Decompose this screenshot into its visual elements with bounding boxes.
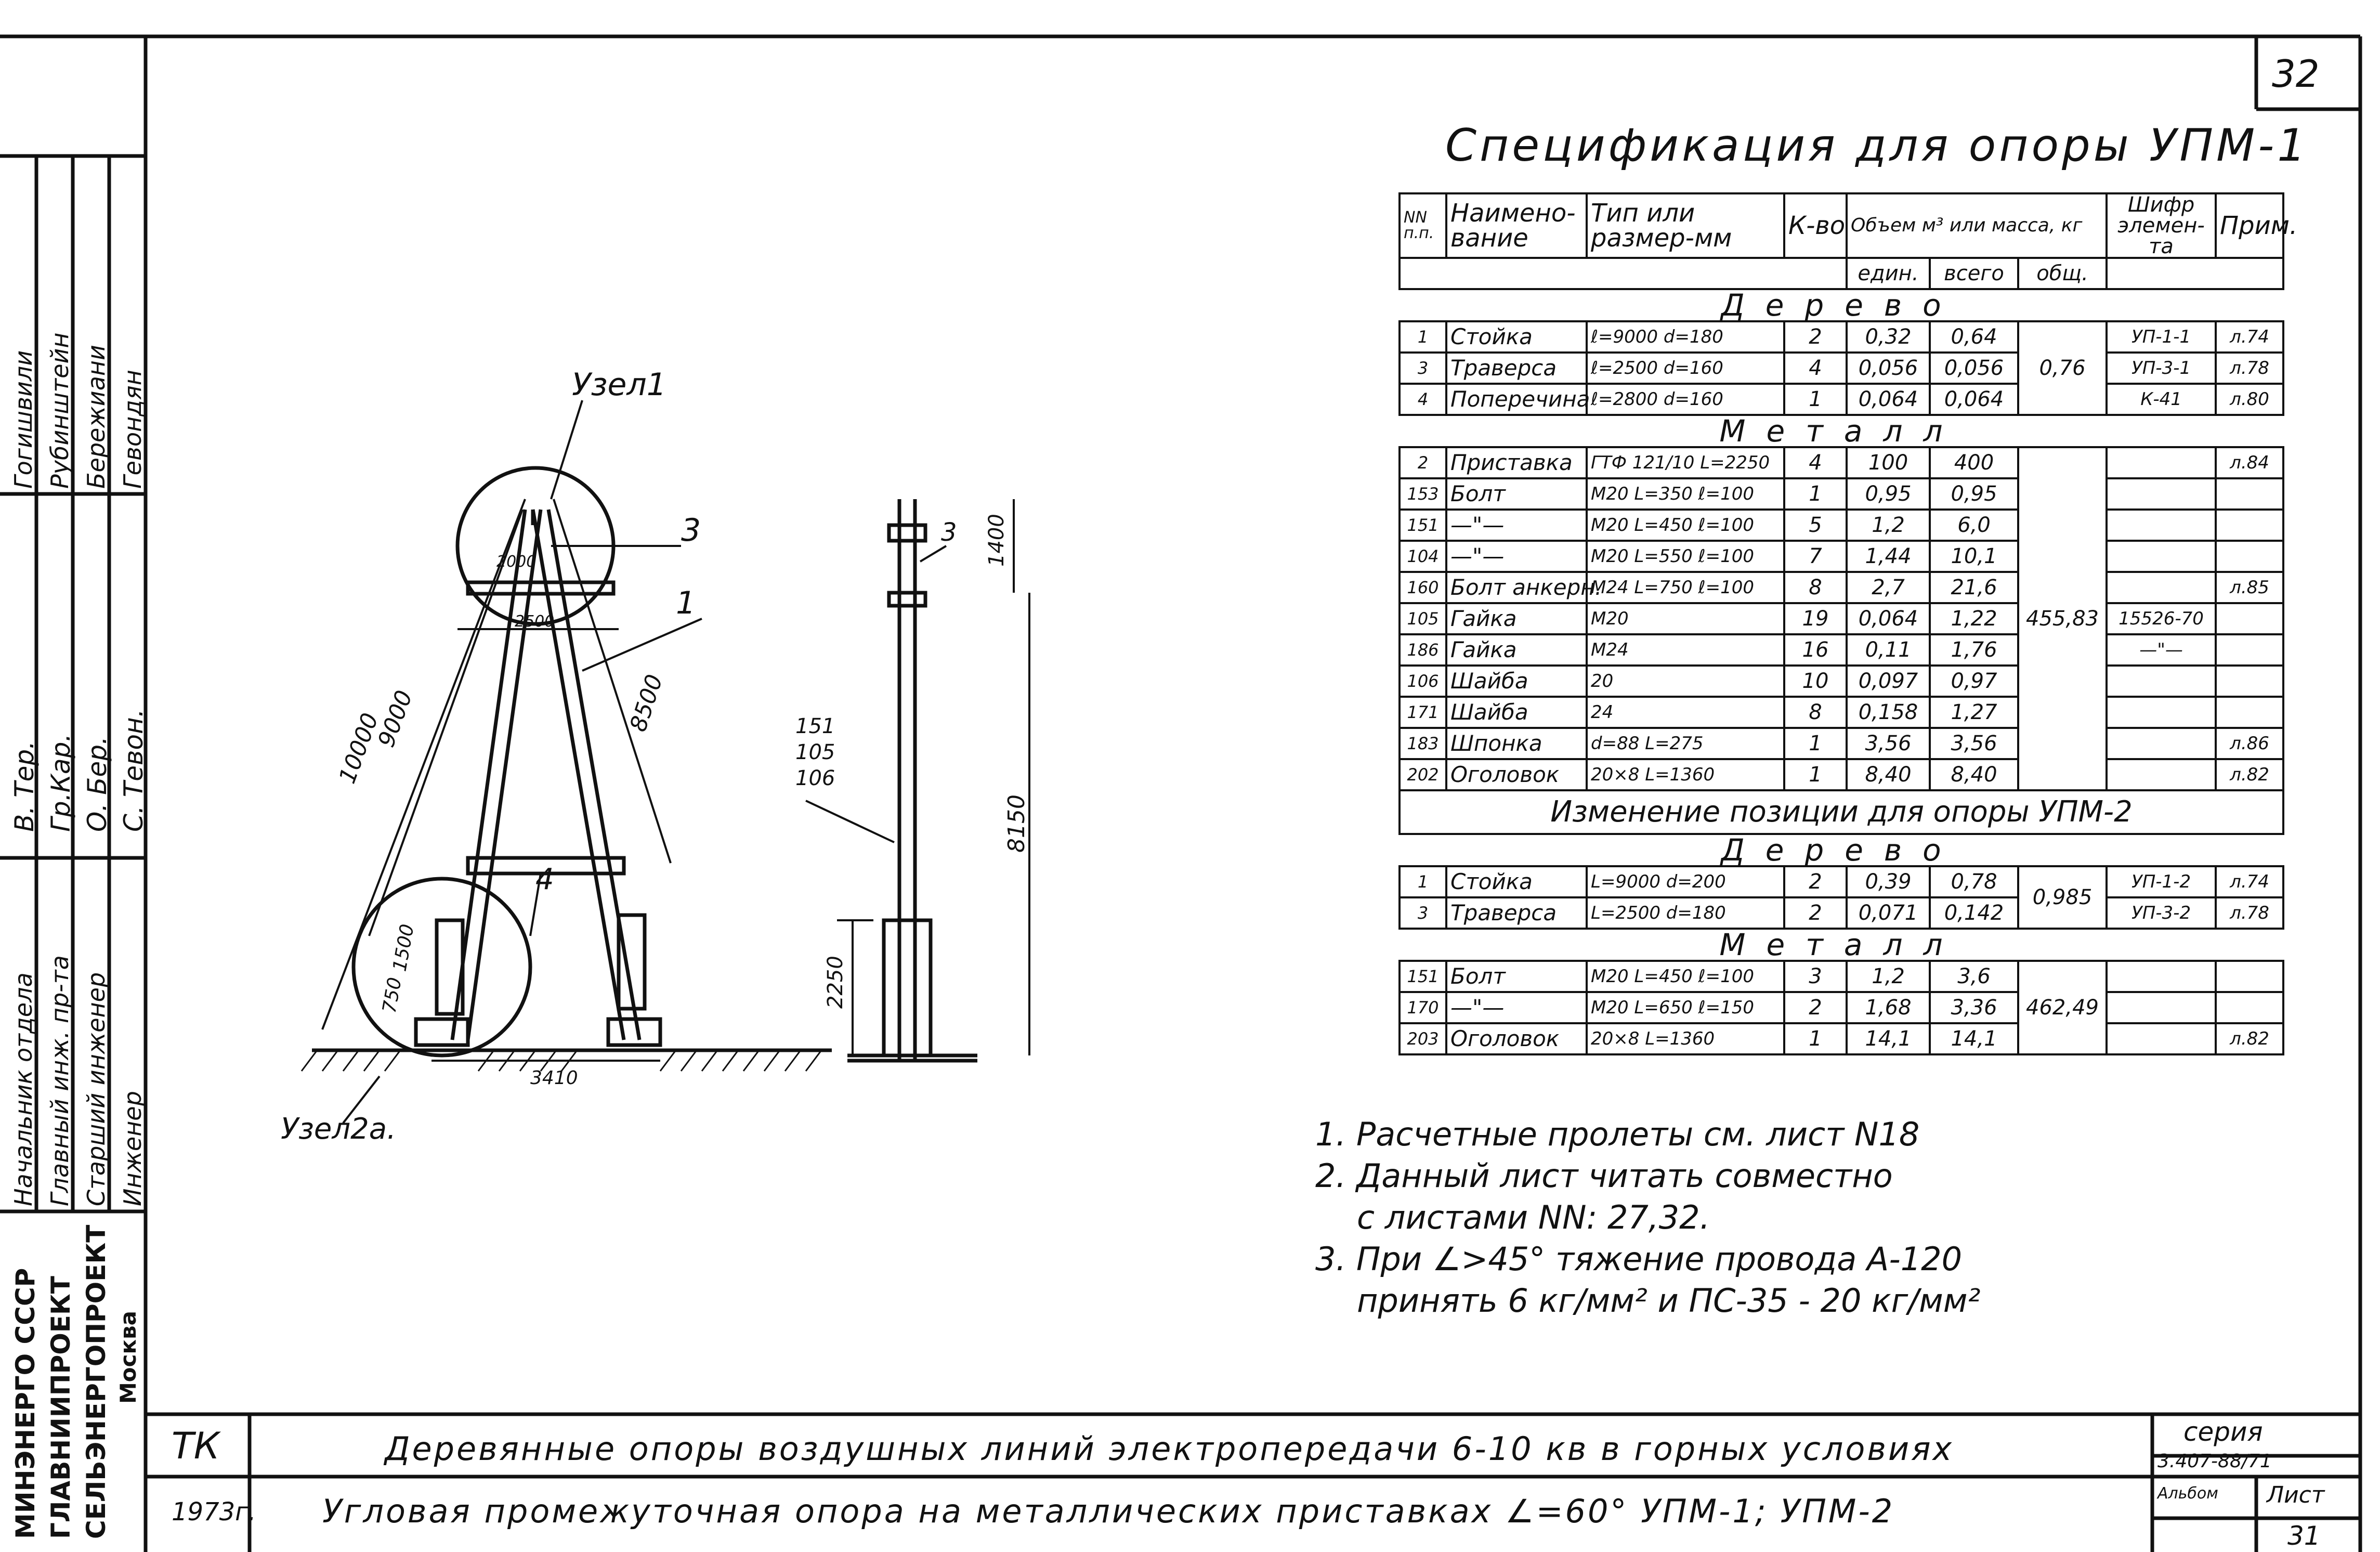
row-unit: 0,32 (1847, 321, 1930, 353)
row-note (2216, 478, 2283, 510)
row-type: М20 (1587, 603, 1784, 634)
table-row (1400, 697, 2283, 728)
series-value: 3.407-88/71 (2157, 1451, 2272, 1472)
row-code: 15526-70 (2107, 603, 2216, 634)
row-type: 24 (1587, 697, 1784, 728)
row-qty: 16 (1784, 634, 1847, 666)
stamp-signature-3: О. Бер. (82, 736, 112, 832)
row-name: Траверса (1446, 353, 1587, 384)
table-row (1400, 1023, 2283, 1054)
table-row (1400, 759, 2283, 790)
row-total: 1,27 (1930, 697, 2018, 728)
row-code (2107, 478, 2216, 510)
row-note: л.78 (2216, 353, 2283, 384)
row-code (2107, 759, 2216, 790)
dim-8500: 8500 (624, 671, 669, 735)
org-ministry: МИНЭНЕРГО СССР (10, 1268, 41, 1539)
row-qty: 1 (1784, 728, 1847, 759)
note-3: 3. При ∠>45° тяжение провода А-120 (1315, 1240, 1963, 1278)
row-total: 3,36 (1930, 992, 2018, 1023)
title-line-2: Угловая промежуточная опора на металлических приставках ∠=60° УПМ-1; УПМ-2 (322, 1492, 1895, 1530)
spec-table (1398, 192, 2298, 1055)
table-row (1400, 384, 2283, 415)
dim-10000: 10000 (334, 709, 384, 787)
stamp-name-2: Рубинштейн (46, 332, 74, 489)
row-type: ℓ=2500 d=160 (1587, 353, 1784, 384)
row-name: Оголовок (1446, 759, 1587, 790)
col-name: Наимено-вание (1446, 193, 1587, 258)
row-name: Болт (1446, 961, 1587, 992)
album-label: Альбом (2157, 1484, 2218, 1503)
row-note (2216, 992, 2283, 1023)
row-total: 0,95 (1930, 478, 2018, 510)
row-name: Болт анкерн. (1446, 572, 1587, 603)
row-total: 3,6 (1930, 961, 2018, 992)
dim-3410: 3410 (530, 1067, 578, 1089)
row-note (2216, 961, 2283, 992)
side-ref-151: 151 (795, 714, 835, 738)
org-city: Москва (115, 1311, 141, 1404)
row-qty: 3 (1784, 961, 1847, 992)
row-type: d=88 L=275 (1587, 728, 1784, 759)
row-name: —"— (1446, 510, 1587, 541)
row-total: 0,64 (1930, 321, 2018, 353)
row-unit: 0,064 (1847, 603, 1930, 634)
table-row (1400, 447, 2283, 478)
callout-3: 3 (681, 512, 701, 549)
sheet-label: Лист (2267, 1482, 2325, 1508)
row-total: 0,064 (1930, 384, 2018, 415)
stamp-role-4: Инженер (119, 1091, 147, 1206)
row-qty: 2 (1784, 866, 1847, 897)
dim-2000: 2000 (496, 553, 537, 571)
row-code (2107, 510, 2216, 541)
row-unit: 0,39 (1847, 866, 1930, 897)
row-code (2107, 666, 2216, 697)
col-unit: един. (1847, 258, 1930, 289)
dim-9000: 9000 (373, 687, 418, 751)
table-row (1400, 572, 2283, 603)
row-type: М20 L=450 ℓ=100 (1587, 961, 1784, 992)
row-num: 104 (1400, 541, 1446, 572)
sheet-value: 31 (2287, 1521, 2321, 1551)
col-code: Шифр элемен-та (2107, 193, 2216, 258)
row-num: 151 (1400, 510, 1446, 541)
row-code (2107, 961, 2216, 992)
row-name: Болт (1446, 478, 1587, 510)
row-note (2216, 697, 2283, 728)
row-type: М20 L=350 ℓ=100 (1587, 478, 1784, 510)
row-type: М20 L=450 ℓ=100 (1587, 510, 1784, 541)
row-unit: 8,40 (1847, 759, 1930, 790)
section-metal-2: Металл (1400, 929, 2283, 961)
table-row (1400, 321, 2283, 353)
row-code: УП-1-2 (2107, 866, 2216, 897)
table-row (1400, 992, 2283, 1023)
row-total: 400 (1930, 447, 2018, 478)
row-name: Приставка (1446, 447, 1587, 478)
stamp-name-4: Гевондян (119, 370, 147, 489)
row-num: 2 (1400, 447, 1446, 478)
row-total: 0,056 (1930, 353, 2018, 384)
row-num: 170 (1400, 992, 1446, 1023)
table-row (1400, 478, 2283, 510)
row-qty: 4 (1784, 353, 1847, 384)
row-num: 202 (1400, 759, 1446, 790)
row-type: ГТФ 121/10 L=2250 (1587, 447, 1784, 478)
table-row (1400, 634, 2283, 666)
side-ref-106: 106 (795, 766, 835, 790)
table-row (1400, 666, 2283, 697)
note-2-cont: с листами NN: 27,32. (1357, 1198, 1710, 1236)
row-code (2107, 541, 2216, 572)
stamp-role-1: Начальник отдела (9, 972, 37, 1206)
row-code (2107, 1023, 2216, 1054)
table-row (1400, 603, 2283, 634)
row-total: 21,6 (1930, 572, 2018, 603)
row-overall: 0,76 (2018, 321, 2107, 415)
row-note: л.86 (2216, 728, 2283, 759)
row-qty: 7 (1784, 541, 1847, 572)
stamp-role-3: Старший инженер (82, 972, 110, 1206)
row-note (2216, 666, 2283, 697)
org-selenergoproekt: СЕЛЬЭНЕРГОПРОЕКТ (81, 1224, 111, 1539)
row-num: 4 (1400, 384, 1446, 415)
dim-1500: 1500 (389, 922, 419, 973)
row-qty: 10 (1784, 666, 1847, 697)
row-unit: 1,2 (1847, 961, 1930, 992)
row-name: Стойка (1446, 866, 1587, 897)
row-name: Гайка (1446, 634, 1587, 666)
row-note: л.78 (2216, 897, 2283, 929)
row-unit: 100 (1847, 447, 1930, 478)
row-unit: 0,158 (1847, 697, 1930, 728)
row-type: L=2500 d=180 (1587, 897, 1784, 929)
row-type: 20 (1587, 666, 1784, 697)
sheet-number: 32 (2272, 52, 2320, 96)
row-qty: 8 (1784, 697, 1847, 728)
row-num: 1 (1400, 321, 1446, 353)
row-name: —"— (1446, 992, 1587, 1023)
row-type: ℓ=2800 d=160 (1587, 384, 1784, 415)
row-code: УП-3-2 (2107, 897, 2216, 929)
tk-label: ТК (172, 1425, 220, 1467)
row-unit: 2,7 (1847, 572, 1930, 603)
row-total: 8,40 (1930, 759, 2018, 790)
callout-1: 1 (676, 585, 696, 621)
row-name: Шайба (1446, 697, 1587, 728)
row-overall: 455,83 (2018, 447, 2107, 790)
dim-750: 750 (378, 975, 406, 1015)
support-side-view (780, 489, 1092, 1076)
stamp-signature-4: С. Тевон. (119, 709, 149, 832)
row-note: л.84 (2216, 447, 2283, 478)
series-label: серия (2183, 1417, 2263, 1447)
table-row (1400, 866, 2283, 897)
row-name: Гайка (1446, 603, 1587, 634)
row-code: УП-3-1 (2107, 353, 2216, 384)
row-total: 0,78 (1930, 866, 2018, 897)
col-qty: К-во (1784, 193, 1847, 258)
row-num: 106 (1400, 666, 1446, 697)
row-num: 105 (1400, 603, 1446, 634)
row-type: М20 L=650 ℓ=150 (1587, 992, 1784, 1023)
table-row (1400, 353, 2283, 384)
row-qty: 1 (1784, 384, 1847, 415)
stamp-name-1: Гогишвили (9, 350, 37, 489)
row-code (2107, 728, 2216, 759)
col-total: всего (1930, 258, 2018, 289)
row-note: л.74 (2216, 866, 2283, 897)
row-total: 14,1 (1930, 1023, 2018, 1054)
row-qty: 8 (1784, 572, 1847, 603)
col-num: NN п.п. (1400, 193, 1446, 258)
row-total: 3,56 (1930, 728, 2018, 759)
stamp-name-3: Бережиани (82, 345, 110, 489)
label-node1: Узел1 (572, 367, 666, 403)
row-type: L=9000 d=200 (1587, 866, 1784, 897)
row-total: 1,22 (1930, 603, 2018, 634)
row-qty: 4 (1784, 447, 1847, 478)
org-glavniiproekt: ГЛАВНИИПРОЕКТ (46, 1276, 76, 1539)
row-unit: 0,11 (1847, 634, 1930, 666)
note-1: 1. Расчетные пролеты см. лист N18 (1315, 1115, 1920, 1153)
row-name: Шайба (1446, 666, 1587, 697)
col-note: Прим. (2216, 193, 2283, 258)
row-code: УП-1-1 (2107, 321, 2216, 353)
label-node2a: Узел2а. (281, 1112, 396, 1146)
row-unit: 1,68 (1847, 992, 1930, 1023)
row-num: 203 (1400, 1023, 1446, 1054)
row-name: Оголовок (1446, 1023, 1587, 1054)
row-qty: 19 (1784, 603, 1847, 634)
stamp-role-2: Главный инж. пр-та (46, 955, 74, 1206)
row-unit: 0,071 (1847, 897, 1930, 929)
side-dim-2250: 2250 (823, 956, 847, 1009)
side-ref-105: 105 (795, 740, 835, 764)
row-qty: 1 (1784, 759, 1847, 790)
row-total: 0,97 (1930, 666, 2018, 697)
row-code (2107, 697, 2216, 728)
row-num: 151 (1400, 961, 1446, 992)
row-name: Поперечина (1446, 384, 1587, 415)
stamp-signature-1: В. Тер. (9, 740, 40, 832)
table-row (1400, 728, 2283, 759)
row-num: 3 (1400, 353, 1446, 384)
year: 1973г. (172, 1497, 256, 1527)
row-qty: 2 (1784, 321, 1847, 353)
row-note (2216, 603, 2283, 634)
row-note (2216, 510, 2283, 541)
change-title: Изменение позиции для опоры УПМ-2 (1400, 790, 2283, 834)
row-qty: 2 (1784, 897, 1847, 929)
row-unit: 1,2 (1847, 510, 1930, 541)
row-overall: 462,49 (2018, 961, 2107, 1054)
row-overall: 0,985 (2018, 866, 2107, 929)
spec-title: Спецификация для опоры УПМ-1 (1445, 120, 2309, 172)
row-num: 171 (1400, 697, 1446, 728)
section-wood-2: Дерево (1400, 834, 2283, 866)
row-note (2216, 541, 2283, 572)
col-overall: общ. (2018, 258, 2107, 289)
row-note: л.74 (2216, 321, 2283, 353)
row-unit: 14,1 (1847, 1023, 1930, 1054)
section-metal: Металл (1400, 415, 2283, 447)
row-note: л.82 (2216, 759, 2283, 790)
row-name: Шпонка (1446, 728, 1587, 759)
row-code (2107, 992, 2216, 1023)
row-note: л.85 (2216, 572, 2283, 603)
col-type: Тип или размер-мм (1587, 193, 1784, 258)
row-type: М20 L=550 ℓ=100 (1587, 541, 1784, 572)
row-type: М24 (1587, 634, 1784, 666)
row-type: М24 L=750 ℓ=100 (1587, 572, 1784, 603)
row-type: ℓ=9000 d=180 (1587, 321, 1784, 353)
row-note: л.80 (2216, 384, 2283, 415)
row-code (2107, 447, 2216, 478)
table-row (1400, 510, 2283, 541)
row-num: 186 (1400, 634, 1446, 666)
row-num: 1 (1400, 866, 1446, 897)
title-line-1: Деревянные опоры воздушных линий электропередачи 6-10 кв в горных условиях (385, 1430, 1954, 1468)
row-qty: 1 (1784, 1023, 1847, 1054)
row-num: 183 (1400, 728, 1446, 759)
row-unit: 0,95 (1847, 478, 1930, 510)
row-num: 153 (1400, 478, 1446, 510)
row-code: К-41 (2107, 384, 2216, 415)
table-row (1400, 541, 2283, 572)
row-note (2216, 634, 2283, 666)
row-total: 0,142 (1930, 897, 2018, 929)
row-total: 6,0 (1930, 510, 2018, 541)
col-volume-mass: Объем м³ или масса, кг (1847, 193, 2107, 258)
side-dim-1400: 1400 (985, 514, 1009, 567)
row-total: 1,76 (1930, 634, 2018, 666)
row-note: л.82 (2216, 1023, 2283, 1054)
row-total: 10,1 (1930, 541, 2018, 572)
row-type: 20×8 L=1360 (1587, 759, 1784, 790)
stamp-signature-2: Гр.Кар. (46, 733, 76, 832)
table-row (1400, 961, 2283, 992)
section-wood: Дерево (1400, 289, 2283, 321)
row-num: 3 (1400, 897, 1446, 929)
row-unit: 0,097 (1847, 666, 1930, 697)
dim-2500: 2500 (515, 612, 555, 631)
table-row (1400, 897, 2283, 929)
row-name: Траверса (1446, 897, 1587, 929)
row-qty: 5 (1784, 510, 1847, 541)
row-unit: 1,44 (1847, 541, 1930, 572)
row-code: —"— (2107, 634, 2216, 666)
row-unit: 3,56 (1847, 728, 1930, 759)
callout-4: 4 (535, 863, 554, 896)
side-callout-3: 3 (941, 518, 957, 547)
row-code (2107, 572, 2216, 603)
note-3-cont: принять 6 кг/мм² и ПС-35 - 20 кг/мм² (1357, 1282, 1981, 1320)
note-2: 2. Данный лист читать совместно (1315, 1157, 1893, 1195)
row-num: 160 (1400, 572, 1446, 603)
side-dim-8150: 8150 (1003, 794, 1030, 853)
row-type: 20×8 L=1360 (1587, 1023, 1784, 1054)
row-name: —"— (1446, 541, 1587, 572)
row-qty: 1 (1784, 478, 1847, 510)
row-qty: 2 (1784, 992, 1847, 1023)
row-unit: 0,056 (1847, 353, 1930, 384)
row-name: Стойка (1446, 321, 1587, 353)
row-unit: 0,064 (1847, 384, 1930, 415)
